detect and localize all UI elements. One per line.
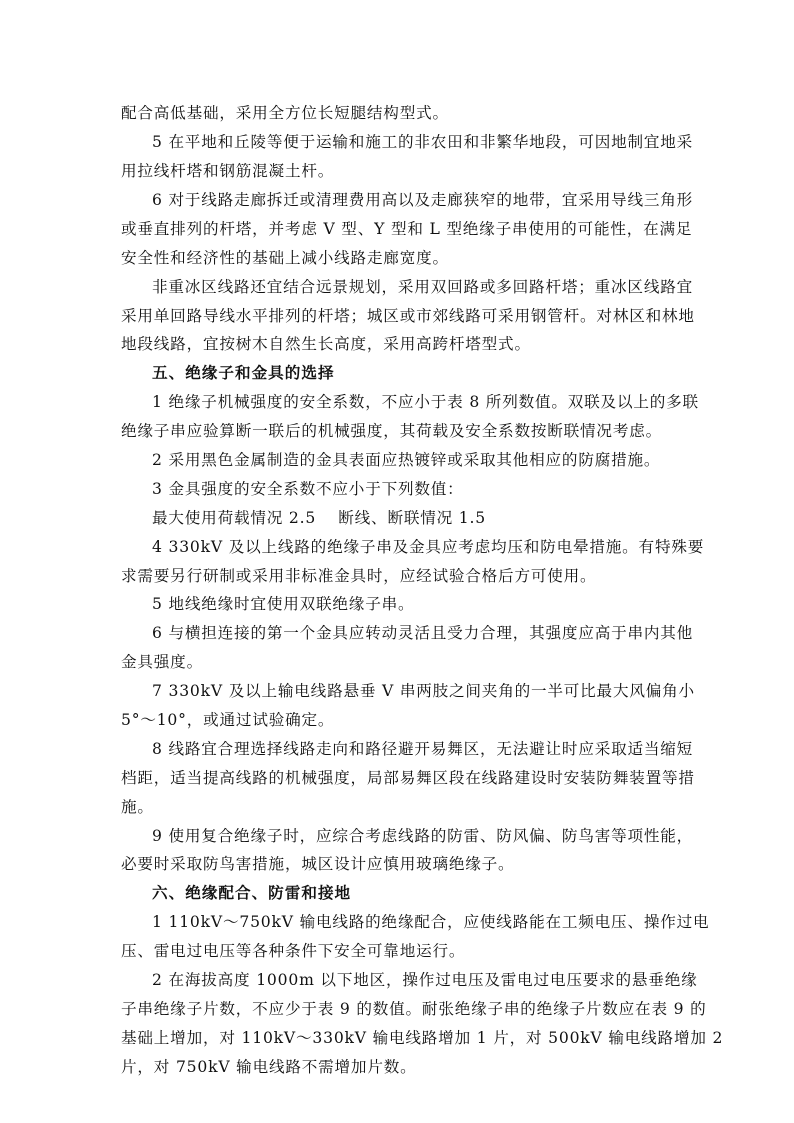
body-text-line: 6 对于线路走廊拆迁或清理费用高以及走廊狭窄的地带，宜采用导线三角形 <box>152 191 694 209</box>
body-text-line: 6 与横担连接的第一个金具应转动灵活且受力合理，其强度应高于串内其他 <box>152 624 694 642</box>
body-text-line: 9 使用复合绝缘子时，应综合考虑线路的防雷、防风偏、防鸟害等项性能， <box>152 827 694 845</box>
body-text-line: 或垂直排列的杆塔，并考虑 V 型、Y 型和 L 型绝缘子串使用的可能性，在满足 <box>121 220 693 238</box>
body-text-line: 必要时采取防鸟害措施，城区设计应慎用玻璃绝缘子。 <box>121 855 515 873</box>
body-text-line: 非重冰区线路还宜结合远景规划，采用双回路或多回路杆塔；重冰区线路宜 <box>152 278 693 296</box>
body-text-line: 绝缘子串应验算断一联后的机械强度，其荷载及安全系数按断联情况考虑。 <box>121 422 662 440</box>
body-text-line: 安全性和经济性的基础上减小线路走廊宽度。 <box>121 249 449 267</box>
body-text-line: 8 线路宜合理选择线路走向和路径避开易舞区，无法避让时应采取适当缩短 <box>152 740 694 758</box>
body-text-line: 2 在海拔高度 1000m 以下地区，操作过电压及雷电过电压要求的悬垂绝缘 <box>152 971 698 989</box>
body-text-line: 2 采用黑色金属制造的金具表面应热镀锌或采取其他相应的防腐措施。 <box>152 451 661 469</box>
body-text-line: 1 110kV～750kV 输电线路的绝缘配合，应使线路能在工频电压、操作过电 <box>152 913 710 931</box>
body-text-line: 地段线路，宜按树木自然生长高度，采用高跨杆塔型式。 <box>121 335 531 353</box>
body-text-line: 5 在平地和丘陵等便于运输和施工的非农田和非繁华地段，可因地制宜地采 <box>152 133 694 151</box>
body-text-line: 7 330kV 及以上输电线路悬垂 V 串两肢之间夹角的一半可比最大风偏角小 <box>152 682 695 700</box>
body-text-line: 金具强度。 <box>121 653 203 671</box>
body-text-line: 用拉线杆塔和钢筋混凝土杆。 <box>121 162 335 180</box>
body-text-line: 最大使用荷载情况 2.5 断线、断联情况 1.5 <box>152 509 486 527</box>
body-text-line: 压、雷电过电压等各种条件下安全可靠地运行。 <box>121 942 466 960</box>
body-text-line: 配合高低基础，采用全方位长短腿结构型式。 <box>121 104 449 122</box>
body-text-line: 采用单回路导线水平排列的杆塔；城区或市郊线路可采用钢管杆。对林区和林地 <box>121 307 695 325</box>
body-text-line: 基础上增加，对 110kV～330kV 输电线路增加 1 片，对 500kV 输电线路增加 2 <box>121 1029 724 1047</box>
section-heading-five: 五、绝缘子和金具的选择 <box>152 363 335 382</box>
body-text-line: 1 绝缘子机械强度的安全系数，不应小于表 8 所列数值。双联及以上的多联 <box>152 393 699 411</box>
body-text-line: 片，对 750kV 输电线路不需增加片数。 <box>121 1058 417 1076</box>
body-text-line: 4 330kV 及以上线路的绝缘子串及金具应考虑均压和防电晕措施。有特殊要 <box>152 538 705 556</box>
body-text-line: 求需要另行研制或采用非标准金具时，应经试验合格后方可使用。 <box>121 567 597 585</box>
body-text-line: 3 金具强度的安全系数不应小于下列数值： <box>152 480 464 498</box>
body-text-line: 档距，适当提高线路的机械强度，局部易舞区段在线路建设时安装防舞装置等措 <box>121 769 695 787</box>
body-text-line: 5 地线绝缘时宜使用双联绝缘子串。 <box>152 595 415 613</box>
body-text-line: 子串绝缘子片数，不应少于表 9 的数值。耐张绝缘子串的绝缘子片数应在表 9 的 <box>121 1000 707 1018</box>
body-text-line: 5°～10°，或通过试验确定。 <box>121 711 335 729</box>
body-text-line: 施。 <box>121 798 154 816</box>
section-heading-six: 六、绝缘配合、防雷和接地 <box>152 883 352 902</box>
